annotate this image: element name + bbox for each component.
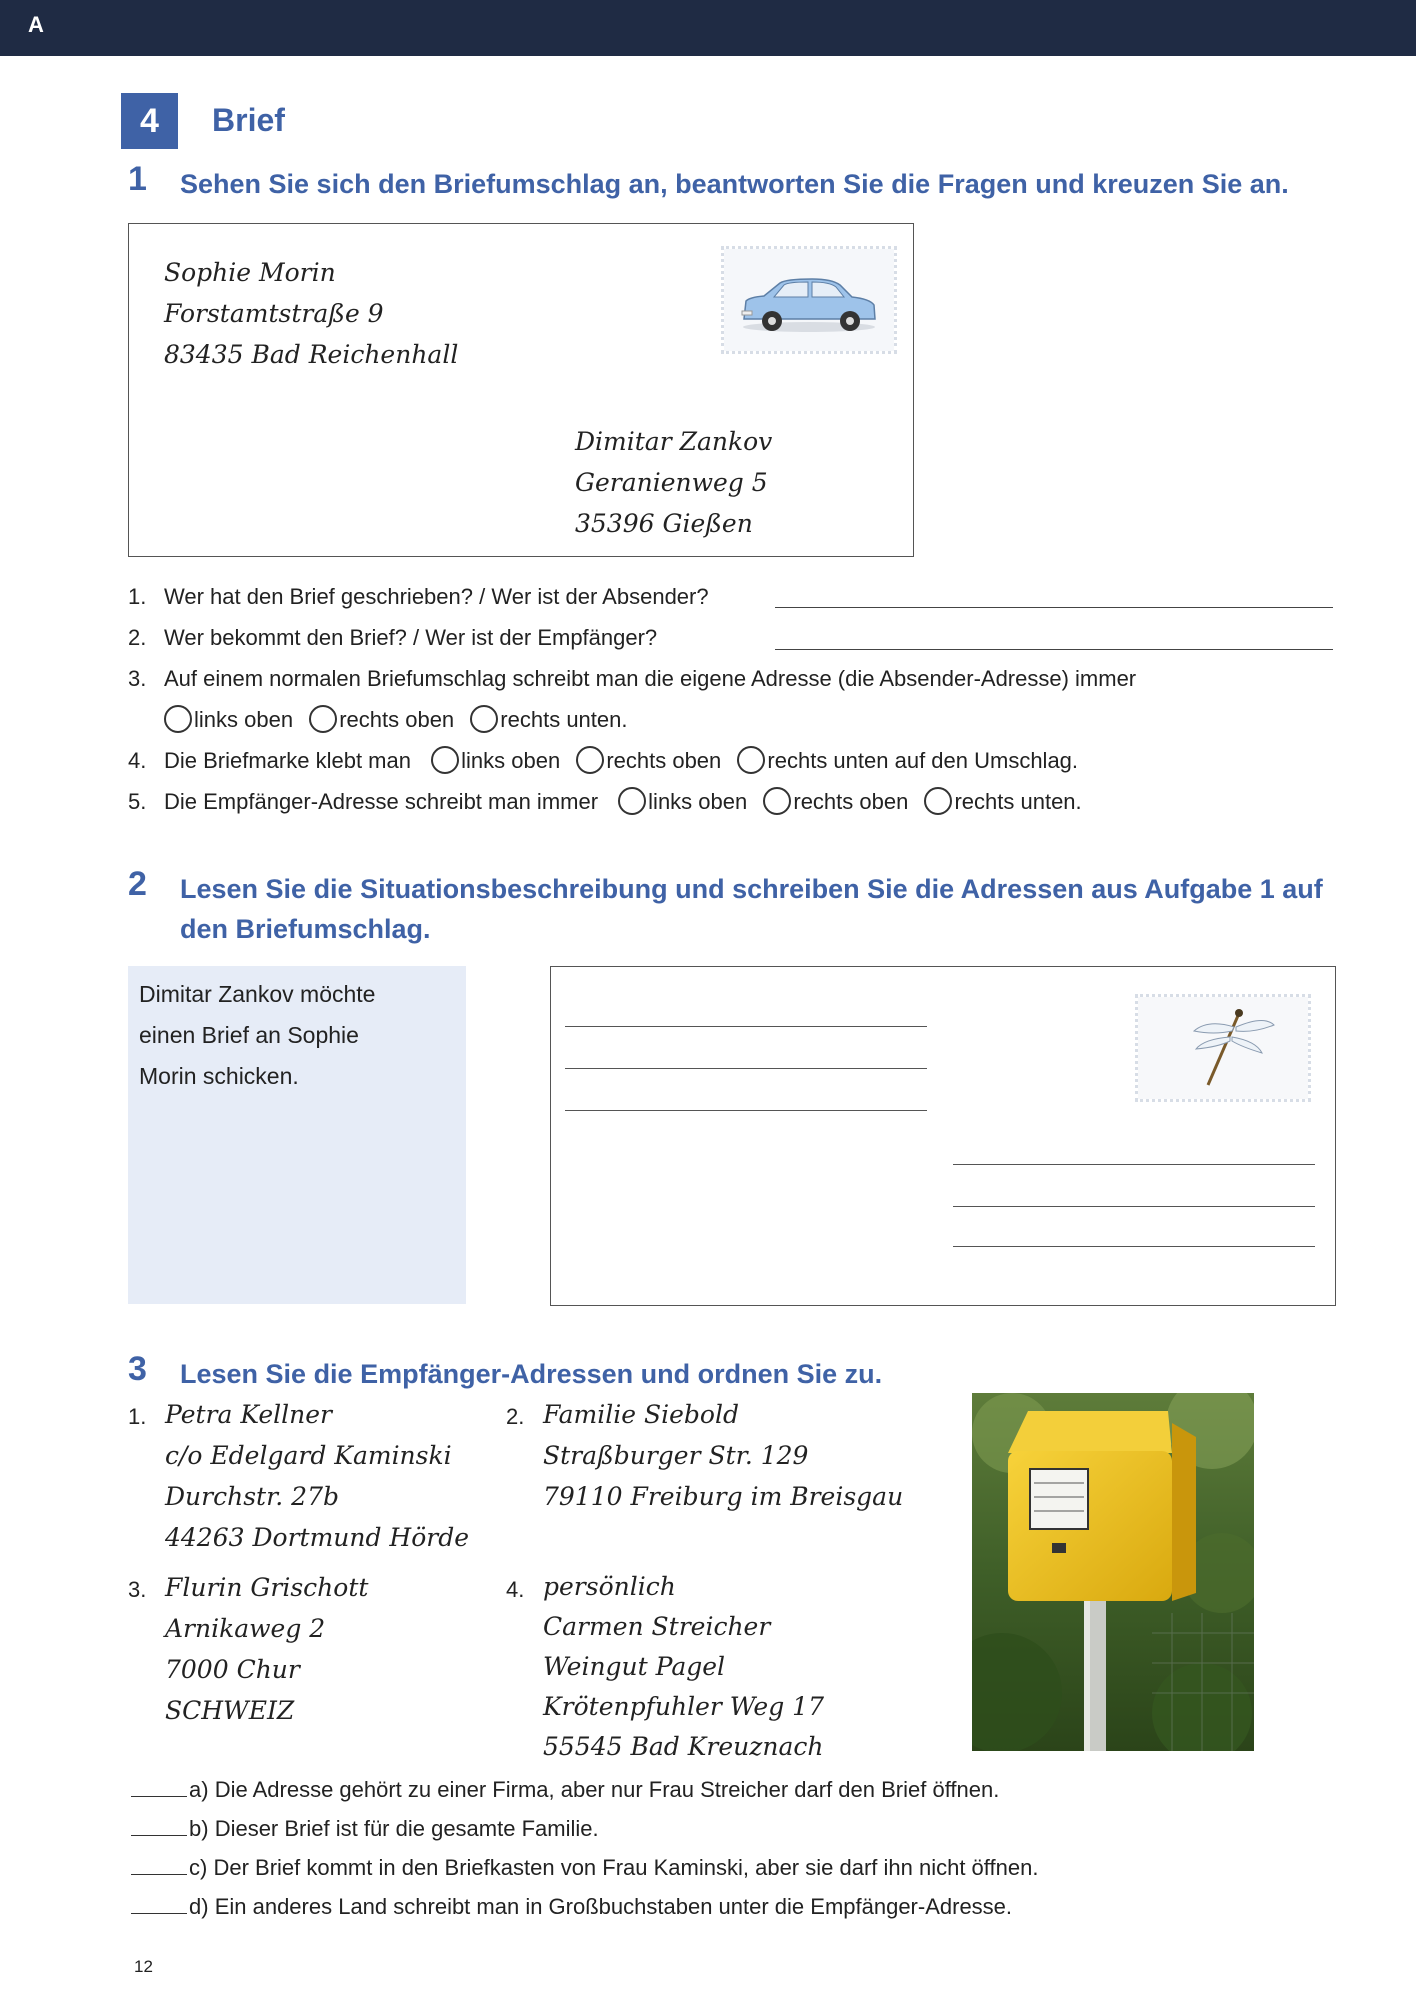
page-number: 12 xyxy=(134,1957,153,1976)
section-letter: A xyxy=(28,12,44,37)
checkbox-circle[interactable] xyxy=(431,746,459,774)
address-line: Straßburger Str. 129 xyxy=(543,1441,809,1470)
checkbox-circle[interactable] xyxy=(164,705,192,733)
question-4 xyxy=(128,746,1088,776)
checkbox-circle[interactable] xyxy=(763,787,791,815)
option-label: links oben xyxy=(648,789,748,814)
address-line: Arnikaweg 2 xyxy=(165,1614,326,1643)
answer-line-2[interactable] xyxy=(775,649,1333,650)
answer-blank-c[interactable] xyxy=(131,1856,187,1875)
checkbox-circle[interactable] xyxy=(576,746,604,774)
question-number: 4. xyxy=(128,748,147,773)
situation-line: Dimitar Zankov möchte xyxy=(139,981,376,1007)
exercise-2-number: 2 xyxy=(128,865,147,903)
option-label: rechts unten. xyxy=(500,707,628,732)
option-label: rechts oben xyxy=(606,748,722,773)
recipient-line-2[interactable] xyxy=(953,1206,1315,1207)
exercise-1-number: 1 xyxy=(128,160,147,198)
sender-line-3[interactable] xyxy=(565,1110,927,1111)
statement-letter: b) xyxy=(189,1816,209,1841)
checkbox-circle[interactable] xyxy=(470,705,498,733)
heading-line: Lesen Sie die Situationsbeschreibung und schreiben Sie die Adressen aus Aufgabe 1 auf xyxy=(180,874,1323,904)
question-number: 5. xyxy=(128,789,147,814)
option-links-oben[interactable] xyxy=(164,705,293,735)
statement-text: Dieser Brief ist für die gesamte Familie. xyxy=(214,1816,599,1841)
option-links-oben[interactable] xyxy=(618,787,747,817)
address-line: Durchstr. 27b xyxy=(165,1482,339,1511)
address-line: 44263 Dortmund Hörde xyxy=(165,1523,470,1552)
statement-b xyxy=(131,1814,599,1844)
sender-street: Forstamtstraße 9 xyxy=(164,299,384,328)
situation-line: einen Brief an Sophie xyxy=(139,1022,359,1048)
sender-city: 83435 Bad Reichenhall xyxy=(164,340,459,369)
address-line: persönlich xyxy=(543,1572,676,1601)
option-rechts-unten[interactable] xyxy=(924,787,1081,817)
address-number: 4. xyxy=(506,1577,525,1602)
answer-blank-d[interactable] xyxy=(131,1895,187,1914)
car-stamp-icon xyxy=(721,246,897,354)
statement-c xyxy=(131,1853,1038,1883)
address-line: Flurin Grischott xyxy=(165,1573,369,1602)
option-rechts-oben[interactable] xyxy=(763,787,908,817)
recipient-line-1[interactable] xyxy=(953,1164,1315,1165)
address-line: Familie Siebold xyxy=(543,1400,739,1429)
question-3 xyxy=(128,664,1136,694)
statement-text: Die Adresse gehört zu einer Firma, aber nur Frau Streicher darf den Brief öffnen. xyxy=(214,1777,1000,1802)
checkbox-circle[interactable] xyxy=(924,787,952,815)
option-label: rechts unten auf den Umschlag. xyxy=(767,748,1079,773)
envelope-example xyxy=(128,223,914,557)
address-line: 79110 Freiburg im Breisgau xyxy=(543,1482,904,1511)
address-line: Krötenpfuhler Weg 17 xyxy=(543,1692,824,1721)
heading-line: den Briefumschlag. xyxy=(180,914,431,944)
option-rechts-unten[interactable] xyxy=(470,705,627,735)
statement-letter: c) xyxy=(189,1855,208,1880)
question-3-options xyxy=(164,705,637,735)
option-rechts-unten[interactable] xyxy=(737,746,1078,776)
checkbox-circle[interactable] xyxy=(618,787,646,815)
sender-name: Sophie Morin xyxy=(164,258,336,287)
statement-letter: d) xyxy=(189,1894,209,1919)
statement-letter: a) xyxy=(189,1777,209,1802)
answer-line-1[interactable] xyxy=(775,607,1333,608)
top-bar xyxy=(0,0,1416,56)
question-number: 2. xyxy=(128,625,147,650)
exercise-2-heading xyxy=(180,869,1323,949)
question-text: Auf einem normalen Briefumschlag schreibt man die eigene Adresse (die Absender-Adresse) immer xyxy=(164,666,1137,691)
question-text: Wer hat den Brief geschrieben? / Wer ist der Absender? xyxy=(164,584,709,609)
address-line: 7000 Chur xyxy=(165,1655,300,1684)
option-label: rechts oben xyxy=(793,789,909,814)
address-number: 2. xyxy=(506,1404,525,1429)
option-label: links oben xyxy=(194,707,294,732)
recipient-line-3[interactable] xyxy=(953,1246,1315,1247)
option-label: rechts oben xyxy=(339,707,455,732)
address-number: 1. xyxy=(128,1404,147,1429)
dragonfly-stamp-icon xyxy=(1135,994,1311,1102)
address-line: 55545 Bad Kreuznach xyxy=(543,1732,824,1761)
sender-address xyxy=(164,252,458,375)
recipient-address xyxy=(575,421,772,544)
address-line: Petra Kellner xyxy=(165,1400,332,1429)
answer-blank-a[interactable] xyxy=(131,1778,187,1797)
address-number: 3. xyxy=(128,1577,147,1602)
recipient-street: Geranienweg 5 xyxy=(575,468,768,497)
option-rechts-oben[interactable] xyxy=(309,705,454,735)
question-2 xyxy=(128,623,657,653)
statement-d xyxy=(131,1892,1012,1922)
address-line: Carmen Streicher xyxy=(543,1612,771,1641)
question-number: 3. xyxy=(128,666,147,691)
question-text: Wer bekommt den Brief? / Wer ist der Empfänger? xyxy=(164,625,658,650)
address-line: c/o Edelgard Kaminski xyxy=(165,1441,452,1470)
option-label: rechts unten. xyxy=(954,789,1082,814)
option-links-oben[interactable] xyxy=(431,746,560,776)
question-text: Die Briefmarke klebt man xyxy=(164,748,411,773)
answer-blank-b[interactable] xyxy=(131,1817,187,1836)
sender-line-2[interactable] xyxy=(565,1068,927,1069)
unit-title: Brief xyxy=(212,102,285,138)
sender-line-1[interactable] xyxy=(565,1026,927,1027)
option-label: links oben xyxy=(461,748,561,773)
address-line: Weingut Pagel xyxy=(543,1652,726,1681)
situation-text xyxy=(139,974,459,1097)
checkbox-circle[interactable] xyxy=(309,705,337,733)
question-text: Die Empfänger-Adresse schreibt man immer xyxy=(164,789,599,814)
envelope-blank xyxy=(550,966,1336,1306)
address-line: SCHWEIZ xyxy=(165,1696,295,1725)
question-number: 1. xyxy=(128,584,147,609)
question-1 xyxy=(128,582,709,612)
recipient-name: Dimitar Zankov xyxy=(575,427,773,456)
option-rechts-oben[interactable] xyxy=(576,746,721,776)
exercise-3-heading: Lesen Sie die Empfänger-Adressen und ordnen Sie zu. xyxy=(180,1359,883,1389)
unit-number: 4 xyxy=(121,93,178,149)
recipient-city: 35396 Gießen xyxy=(575,509,753,538)
statement-text: Der Brief kommt in den Briefkasten von Frau Kaminski, aber sie darf ihn nicht öffnen. xyxy=(213,1855,1039,1880)
exercise-3-number: 3 xyxy=(128,1350,147,1388)
statement-text: Ein anderes Land schreibt man in Großbuchstaben unter die Empfänger-Adresse. xyxy=(214,1894,1013,1919)
question-5 xyxy=(128,787,1092,817)
checkbox-circle[interactable] xyxy=(737,746,765,774)
situation-line: Morin schicken. xyxy=(139,1063,299,1089)
yellow-mailbox-photo xyxy=(972,1393,1254,1751)
statement-a xyxy=(131,1775,999,1805)
exercise-1-heading: Sehen Sie sich den Briefumschlag an, beantworten Sie die Fragen und kreuzen Sie an. xyxy=(180,169,1289,199)
